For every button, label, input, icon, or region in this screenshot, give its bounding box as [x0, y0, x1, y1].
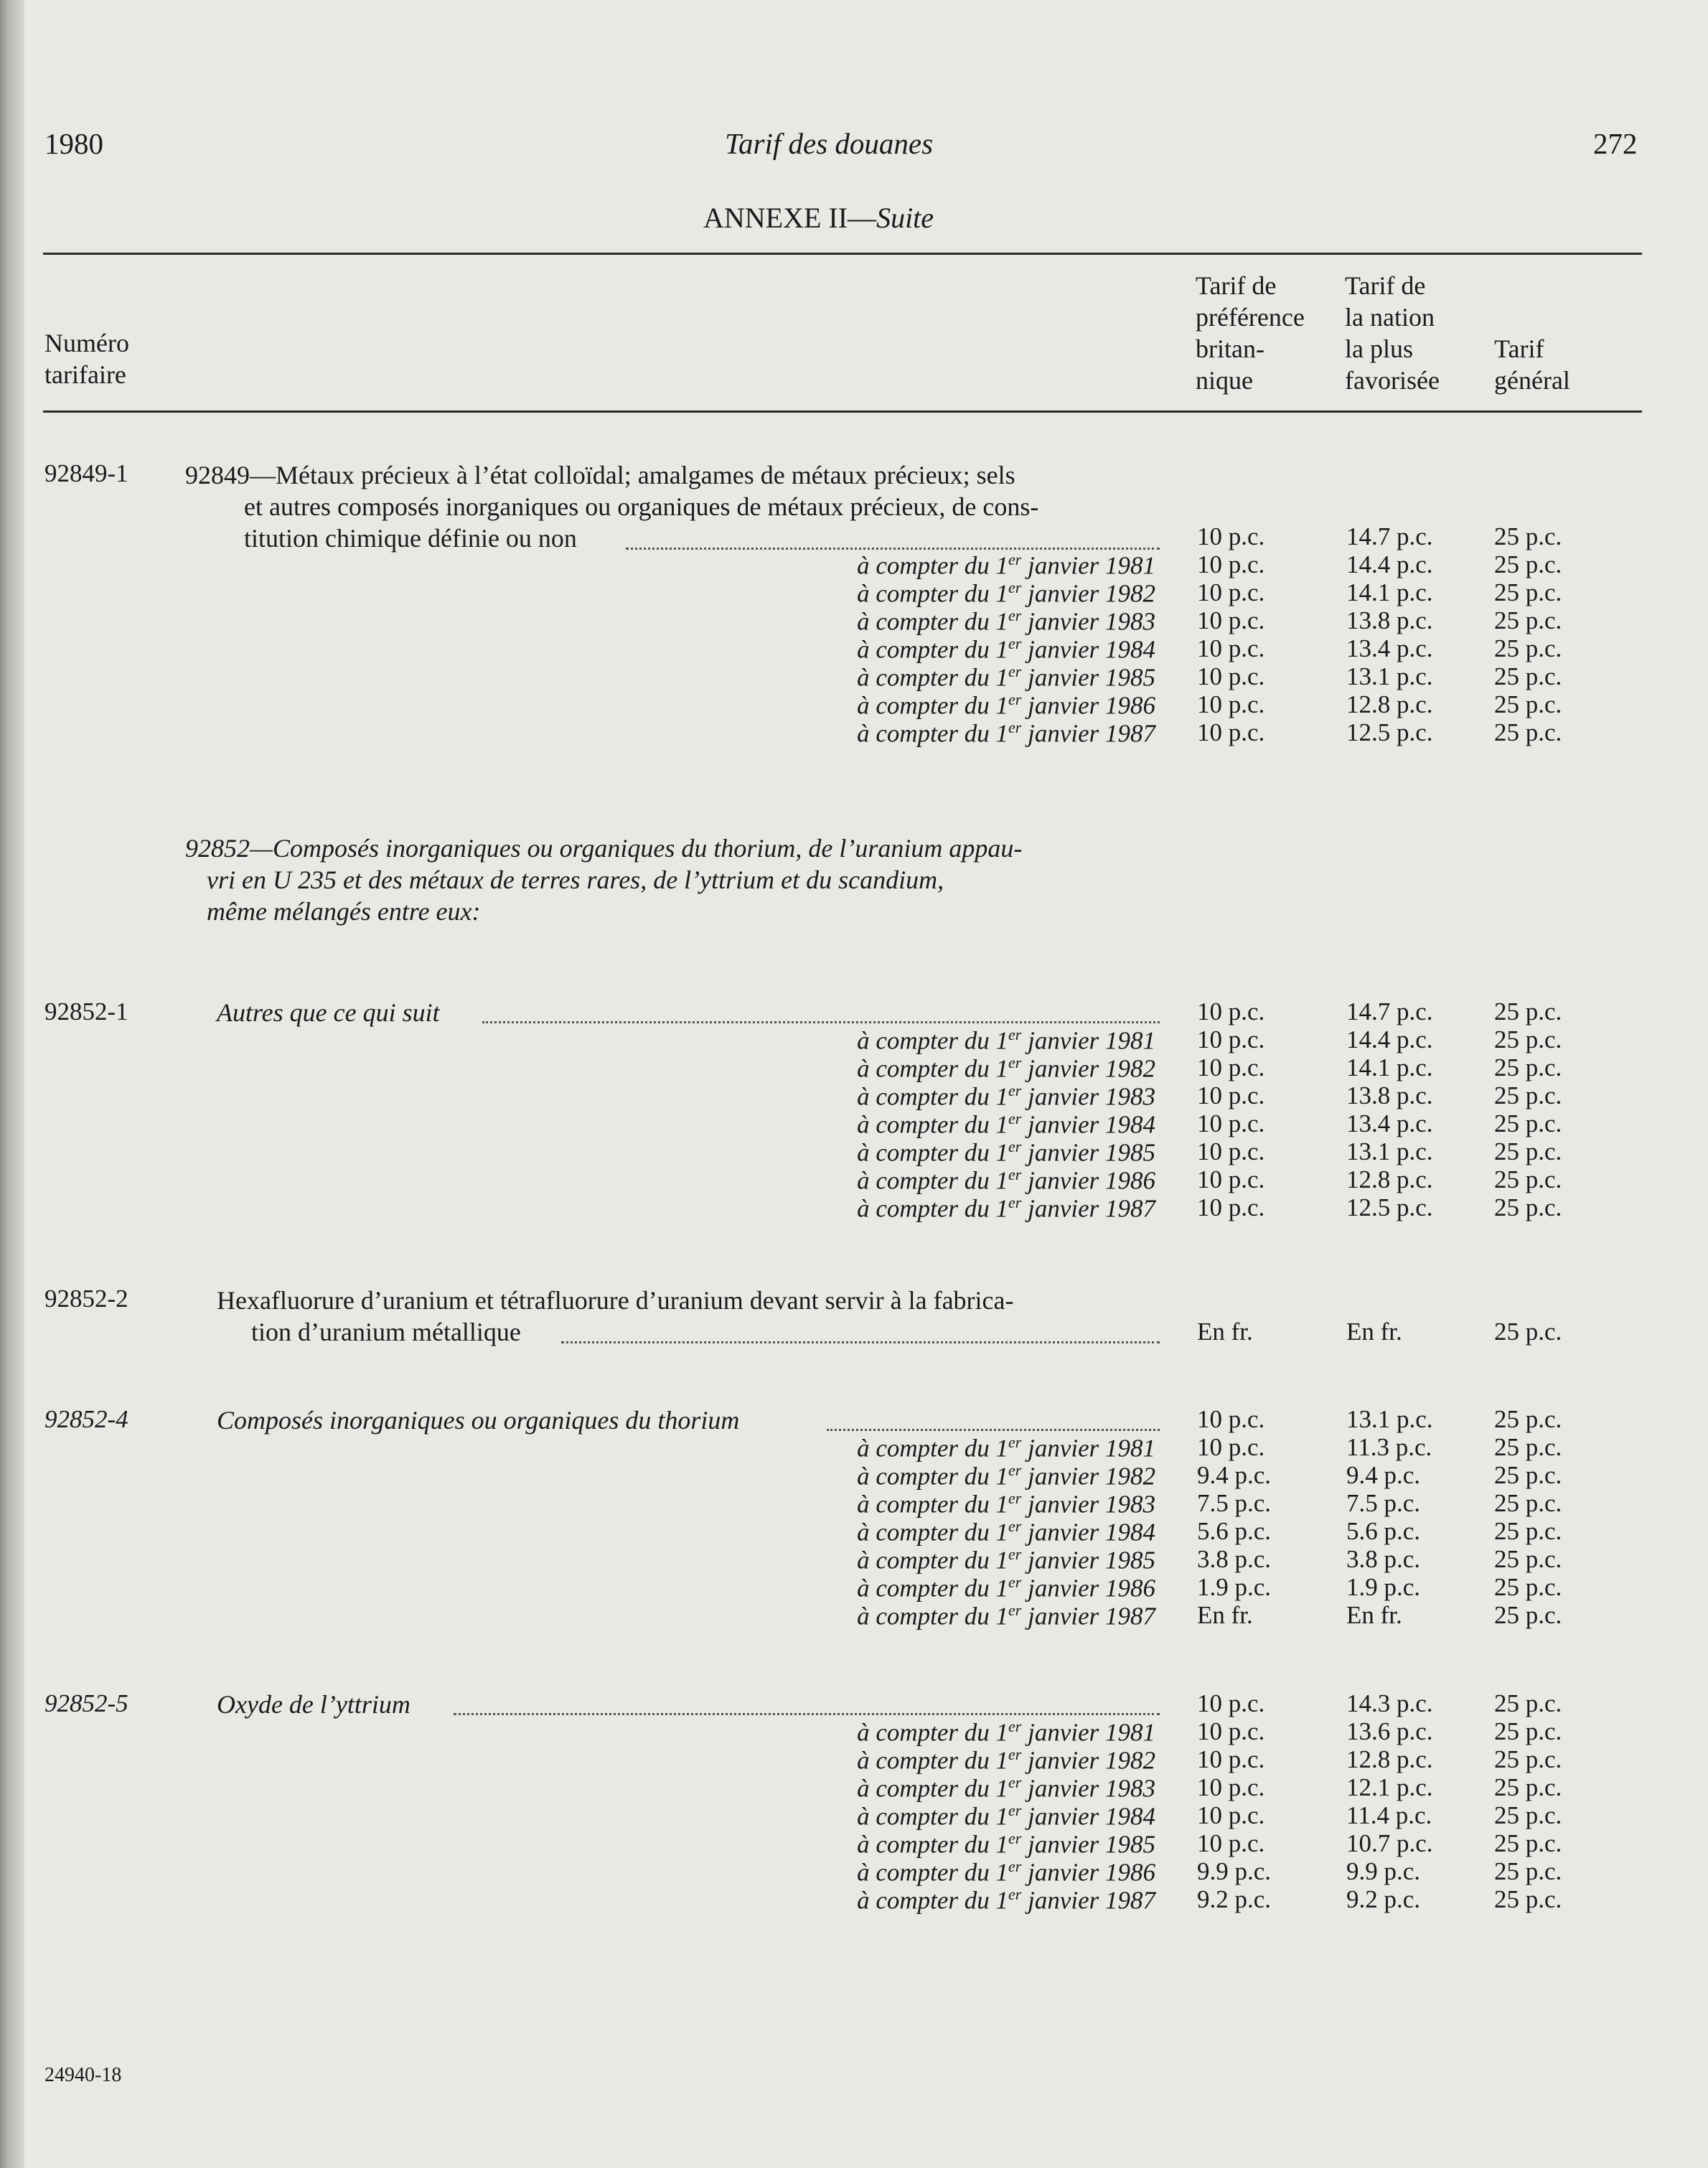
rate-british: 10 p.c. — [1197, 634, 1265, 662]
annex-title-suffix: Suite — [876, 202, 934, 234]
description-text: Autres que ce qui suit — [217, 998, 440, 1027]
rate-british: 9.4 p.c. — [1197, 1461, 1272, 1489]
rate-mfn: 14.1 p.c. — [1346, 1054, 1433, 1081]
rate-general: 25 p.c. — [1494, 1026, 1562, 1054]
rate-mfn: 1.9 p.c. — [1346, 1573, 1421, 1601]
effective-date: à compter du 1er janvier 1986 — [857, 1165, 1155, 1195]
rate-row — [0, 1054, 1708, 1081]
effective-date: à compter du 1er janvier 1986 — [857, 1573, 1155, 1602]
table-header-rule — [43, 410, 1642, 413]
rate-row — [0, 1081, 1708, 1109]
rate-row — [0, 550, 1708, 578]
rate-row — [0, 1717, 1708, 1745]
rate-row — [0, 1461, 1708, 1489]
effective-date: à compter du 1er janvier 1985 — [857, 1829, 1155, 1859]
header-title: Tarif des douanes — [725, 127, 934, 160]
rate-british: 10 p.c. — [1197, 1433, 1265, 1461]
rate-general: 25 p.c. — [1494, 1137, 1562, 1165]
rate-general: 25 p.c. — [1494, 1517, 1562, 1545]
description-line-text: tion d’uranium métallique — [251, 1318, 521, 1346]
rate-row — [0, 1573, 1708, 1601]
tariff-code: 92852-5 — [44, 1689, 128, 1717]
description-line-text: titution chimique définie ou non — [244, 524, 577, 553]
ordinal-suffix: er — [1008, 1461, 1022, 1479]
effective-date: à compter du 1er janvier 1987 — [857, 1885, 1155, 1915]
ordinal-suffix: er — [1008, 690, 1022, 708]
rate-british: En fr. — [1197, 1318, 1253, 1346]
rate-mfn: 12.8 p.c. — [1346, 1165, 1433, 1193]
rate-british: 7.5 p.c. — [1197, 1489, 1272, 1517]
rate-row — [0, 1165, 1708, 1193]
effective-date: à compter du 1er janvier 1981 — [857, 550, 1155, 580]
ordinal-suffix: er — [1008, 1857, 1022, 1875]
description-line: et autres composés inorganiques ou organiques de métaux précieux, de cons- — [244, 492, 1039, 521]
effective-date: à compter du 1er janvier 1985 — [857, 1545, 1155, 1575]
effective-date: à compter du 1er janvier 1981 — [857, 1433, 1155, 1463]
rate-mfn: 9.2 p.c. — [1346, 1885, 1421, 1913]
tariff-code: 92852-4 — [44, 1405, 128, 1433]
ordinal-suffix: er — [1008, 1433, 1022, 1451]
rate-mfn: 12.8 p.c. — [1346, 1745, 1433, 1773]
rate-general: 25 p.c. — [1494, 606, 1562, 634]
rate-general: 25 p.c. — [1494, 1081, 1562, 1109]
rate-general: 25 p.c. — [1494, 1545, 1562, 1573]
rate-general: 25 p.c. — [1494, 1318, 1562, 1346]
rate-general: 25 p.c. — [1494, 1433, 1562, 1461]
effective-date: à compter du 1er janvier 1982 — [857, 1461, 1155, 1491]
rate-british: 10 p.c. — [1197, 662, 1265, 690]
rate-general: 25 p.c. — [1494, 1717, 1562, 1745]
ordinal-suffix: er — [1008, 1026, 1022, 1043]
effective-date: à compter du 1er janvier 1983 — [857, 606, 1155, 636]
rate-row — [0, 1318, 1708, 1346]
effective-date: à compter du 1er janvier 1984 — [857, 1517, 1155, 1547]
print-code: 24940-18 — [44, 2064, 122, 2086]
rate-mfn: 11.3 p.c. — [1346, 1433, 1432, 1461]
effective-date: à compter du 1er janvier 1987 — [857, 1193, 1155, 1223]
heading-line: vri en U 235 et des métaux de terres rares, de l’yttrium et du scandium, — [207, 865, 944, 894]
rate-row — [0, 1026, 1708, 1054]
rate-mfn: 9.4 p.c. — [1346, 1461, 1421, 1489]
effective-date: à compter du 1er janvier 1987 — [857, 1601, 1155, 1630]
rate-general: 25 p.c. — [1494, 998, 1562, 1026]
rate-mfn: 11.4 p.c. — [1346, 1801, 1432, 1829]
rate-general: 25 p.c. — [1494, 578, 1562, 606]
rate-mfn: 13.4 p.c. — [1346, 634, 1433, 662]
rate-general: 25 p.c. — [1494, 1773, 1562, 1801]
ordinal-suffix: er — [1008, 1801, 1022, 1819]
rate-british: 10 p.c. — [1197, 1773, 1265, 1801]
tariff-code: 92852-2 — [44, 1285, 128, 1313]
column-header-code — [44, 327, 129, 390]
rate-row — [0, 1829, 1708, 1857]
rate-row — [0, 1885, 1708, 1913]
ordinal-suffix: er — [1008, 1081, 1022, 1099]
rate-mfn: 12.8 p.c. — [1346, 690, 1433, 718]
rate-general: 25 p.c. — [1494, 1885, 1562, 1913]
column-header-british — [1196, 270, 1305, 396]
effective-date: à compter du 1er janvier 1982 — [857, 1054, 1155, 1083]
rate-mfn: 12.5 p.c. — [1346, 718, 1433, 746]
table-top-rule — [43, 253, 1642, 255]
rate-british: 10 p.c. — [1197, 998, 1265, 1026]
rate-mfn: 14.7 p.c. — [1346, 998, 1433, 1026]
column-header-british-line: préférence — [1196, 303, 1305, 332]
effective-date: à compter du 1er janvier 1986 — [857, 1857, 1155, 1887]
rate-general: 25 p.c. — [1494, 1109, 1562, 1137]
rate-general: 25 p.c. — [1494, 1745, 1562, 1773]
rate-mfn: 14.1 p.c. — [1346, 578, 1433, 606]
rate-british: 3.8 p.c. — [1197, 1545, 1272, 1573]
rate-row — [0, 1137, 1708, 1165]
ordinal-suffix: er — [1008, 1829, 1022, 1847]
column-header-code-line: tarifaire — [44, 360, 126, 389]
rate-mfn: 12.5 p.c. — [1346, 1193, 1433, 1221]
effective-date: à compter du 1er janvier 1984 — [857, 1109, 1155, 1139]
effective-date: à compter du 1er janvier 1981 — [857, 1717, 1155, 1747]
ordinal-suffix: er — [1008, 606, 1022, 624]
rate-row — [0, 606, 1708, 634]
rate-mfn: 13.1 p.c. — [1346, 662, 1433, 690]
description-line: Hexafluorure d’uranium et tétrafluorure d’uranium devant servir à la fabrica- — [217, 1286, 1014, 1315]
rate-british: 10 p.c. — [1197, 550, 1265, 578]
rate-general: 25 p.c. — [1494, 1489, 1562, 1517]
header-page-number: 272 — [1593, 127, 1638, 160]
rate-general: 25 p.c. — [1494, 1054, 1562, 1081]
ordinal-suffix: er — [1008, 1054, 1022, 1071]
rate-mfn: 13.8 p.c. — [1346, 1081, 1433, 1109]
rate-general: 25 p.c. — [1494, 1857, 1562, 1885]
rate-row — [0, 1745, 1708, 1773]
rate-row — [0, 1433, 1708, 1461]
rate-mfn: 14.3 p.c. — [1346, 1689, 1433, 1717]
rate-general: 25 p.c. — [1494, 1689, 1562, 1717]
effective-date: à compter du 1er janvier 1987 — [857, 718, 1155, 748]
rate-row — [0, 1517, 1708, 1545]
rate-general: 25 p.c. — [1494, 522, 1562, 550]
rate-general: 25 p.c. — [1494, 1165, 1562, 1193]
column-header-mfn-line: la nation — [1345, 303, 1435, 332]
rate-row — [0, 662, 1708, 690]
rate-mfn: 13.8 p.c. — [1346, 606, 1433, 634]
rate-general: 25 p.c. — [1494, 1601, 1562, 1629]
header-year: 1980 — [44, 127, 103, 160]
ordinal-suffix: er — [1008, 1193, 1022, 1211]
rate-row — [0, 1489, 1708, 1517]
rate-row — [0, 1545, 1708, 1573]
heading-line: même mélangés entre eux: — [207, 897, 481, 926]
rate-mfn: En fr. — [1346, 1318, 1402, 1346]
rate-british: 10 p.c. — [1197, 1801, 1265, 1829]
effective-date: à compter du 1er janvier 1984 — [857, 1801, 1155, 1831]
rate-mfn: En fr. — [1346, 1601, 1402, 1629]
rate-british: 10 p.c. — [1197, 1193, 1265, 1221]
ordinal-suffix: er — [1008, 1517, 1022, 1535]
rate-mfn: 7.5 p.c. — [1346, 1489, 1421, 1517]
effective-date: à compter du 1er janvier 1985 — [857, 1137, 1155, 1167]
rate-row — [0, 718, 1708, 746]
ordinal-suffix: er — [1008, 1545, 1022, 1563]
ordinal-suffix: er — [1008, 1489, 1022, 1507]
column-header-mfn-line: la plus — [1345, 334, 1413, 363]
effective-date: à compter du 1er janvier 1982 — [857, 1745, 1155, 1775]
effective-date: à compter du 1er janvier 1983 — [857, 1489, 1155, 1519]
rate-general: 25 p.c. — [1494, 1573, 1562, 1601]
column-header-general-line: général — [1494, 366, 1570, 395]
description-line: 92849—Métaux précieux à l’état colloïdal; amalgames de métaux précieux; sels — [185, 461, 1015, 489]
rate-general: 25 p.c. — [1494, 1829, 1562, 1857]
rate-british: 10 p.c. — [1197, 1054, 1265, 1081]
rate-british: 10 p.c. — [1197, 1026, 1265, 1054]
rate-general: 25 p.c. — [1494, 690, 1562, 718]
rate-row — [0, 578, 1708, 606]
ordinal-suffix: er — [1008, 578, 1022, 596]
ordinal-suffix: er — [1008, 1601, 1022, 1619]
rate-british: 10 p.c. — [1197, 1405, 1265, 1433]
rate-row — [0, 1601, 1708, 1629]
ordinal-suffix: er — [1008, 634, 1022, 652]
rate-british: 10 p.c. — [1197, 1745, 1265, 1773]
rate-mfn: 14.4 p.c. — [1346, 1026, 1433, 1054]
rate-british: 10 p.c. — [1197, 1717, 1265, 1745]
rate-british: 5.6 p.c. — [1197, 1517, 1272, 1545]
column-header-british-line: nique — [1196, 366, 1253, 395]
heading-line: 92852—Composés inorganiques ou organiques du thorium, de l’uranium appau- — [185, 834, 1023, 863]
column-header-british-line: Tarif de — [1196, 271, 1277, 300]
rate-mfn: 14.7 p.c. — [1346, 522, 1433, 550]
rate-row — [0, 1689, 1708, 1717]
rate-british: 10 p.c. — [1197, 1829, 1265, 1857]
rate-row — [0, 1773, 1708, 1801]
effective-date: à compter du 1er janvier 1983 — [857, 1081, 1155, 1111]
rate-general: 25 p.c. — [1494, 634, 1562, 662]
rate-general: 25 p.c. — [1494, 1193, 1562, 1221]
annex-title-main: ANNEXE II— — [703, 202, 877, 234]
rate-row — [0, 998, 1708, 1026]
column-header-mfn — [1345, 270, 1440, 396]
column-header-mfn-line: favorisée — [1345, 366, 1440, 395]
rate-british: 10 p.c. — [1197, 1109, 1265, 1137]
rate-british: 9.9 p.c. — [1197, 1857, 1272, 1885]
rate-general: 25 p.c. — [1494, 718, 1562, 746]
column-header-british-line: britan- — [1196, 334, 1264, 363]
rate-row — [0, 690, 1708, 718]
rate-mfn: 14.4 p.c. — [1346, 550, 1433, 578]
rate-row — [0, 1193, 1708, 1221]
ordinal-suffix: er — [1008, 718, 1022, 736]
column-header-general-line: Tarif — [1494, 334, 1544, 363]
tariff-code: 92852-1 — [44, 998, 128, 1026]
ordinal-suffix: er — [1008, 1717, 1022, 1735]
rate-row — [0, 634, 1708, 662]
ordinal-suffix: er — [1008, 550, 1022, 568]
rate-mfn: 3.8 p.c. — [1346, 1545, 1421, 1573]
rate-mfn: 13.4 p.c. — [1346, 1109, 1433, 1137]
rate-general: 25 p.c. — [1494, 662, 1562, 690]
rate-british: 10 p.c. — [1197, 690, 1265, 718]
rate-british: 10 p.c. — [1197, 578, 1265, 606]
rate-mfn: 13.6 p.c. — [1346, 1717, 1433, 1745]
rate-british: 9.2 p.c. — [1197, 1885, 1272, 1913]
rate-mfn: 13.1 p.c. — [1346, 1405, 1433, 1433]
rate-british: 10 p.c. — [1197, 1137, 1265, 1165]
rate-row — [0, 1405, 1708, 1433]
ordinal-suffix: er — [1008, 1165, 1022, 1183]
rate-general: 25 p.c. — [1494, 1405, 1562, 1433]
effective-date: à compter du 1er janvier 1985 — [857, 662, 1155, 692]
rate-general: 25 p.c. — [1494, 550, 1562, 578]
column-header-mfn-line: Tarif de — [1345, 271, 1426, 300]
rate-mfn: 9.9 p.c. — [1346, 1857, 1421, 1885]
ordinal-suffix: er — [1008, 1573, 1022, 1591]
rate-mfn: 13.1 p.c. — [1346, 1137, 1433, 1165]
ordinal-suffix: er — [1008, 1885, 1022, 1903]
tariff-code: 92849-1 — [44, 459, 128, 487]
column-header-code-line: Numéro — [44, 329, 129, 357]
effective-date: à compter du 1er janvier 1982 — [857, 578, 1155, 608]
rate-row — [0, 1109, 1708, 1137]
rate-british: 10 p.c. — [1197, 1081, 1265, 1109]
rate-british: 10 p.c. — [1197, 522, 1265, 550]
ordinal-suffix: er — [1008, 662, 1022, 680]
effective-date: à compter du 1er janvier 1983 — [857, 1773, 1155, 1803]
rate-mfn: 10.7 p.c. — [1346, 1829, 1433, 1857]
description-text: Oxyde de l’yttrium — [217, 1690, 410, 1719]
effective-date: à compter du 1er janvier 1986 — [857, 690, 1155, 720]
effective-date: à compter du 1er janvier 1981 — [857, 1026, 1155, 1055]
effective-date: à compter du 1er janvier 1984 — [857, 634, 1155, 664]
rate-row — [0, 1801, 1708, 1829]
rate-general: 25 p.c. — [1494, 1461, 1562, 1489]
description-text: Composés inorganiques ou organiques du thorium — [217, 1406, 740, 1435]
rate-british: 10 p.c. — [1197, 1689, 1265, 1717]
heading-92852 — [185, 832, 1022, 927]
rate-british: 10 p.c. — [1197, 606, 1265, 634]
rate-general: 25 p.c. — [1494, 1801, 1562, 1829]
column-header-general — [1494, 333, 1570, 396]
rate-mfn: 12.1 p.c. — [1346, 1773, 1433, 1801]
ordinal-suffix: er — [1008, 1773, 1022, 1791]
rate-row — [0, 1857, 1708, 1885]
ordinal-suffix: er — [1008, 1137, 1022, 1155]
rate-british: 1.9 p.c. — [1197, 1573, 1272, 1601]
annex-title — [703, 201, 934, 235]
rate-british: 10 p.c. — [1197, 718, 1265, 746]
ordinal-suffix: er — [1008, 1109, 1022, 1127]
rate-mfn: 5.6 p.c. — [1346, 1517, 1421, 1545]
rate-british: En fr. — [1197, 1601, 1253, 1629]
ordinal-suffix: er — [1008, 1745, 1022, 1763]
rate-row — [0, 522, 1708, 550]
rate-british: 10 p.c. — [1197, 1165, 1265, 1193]
